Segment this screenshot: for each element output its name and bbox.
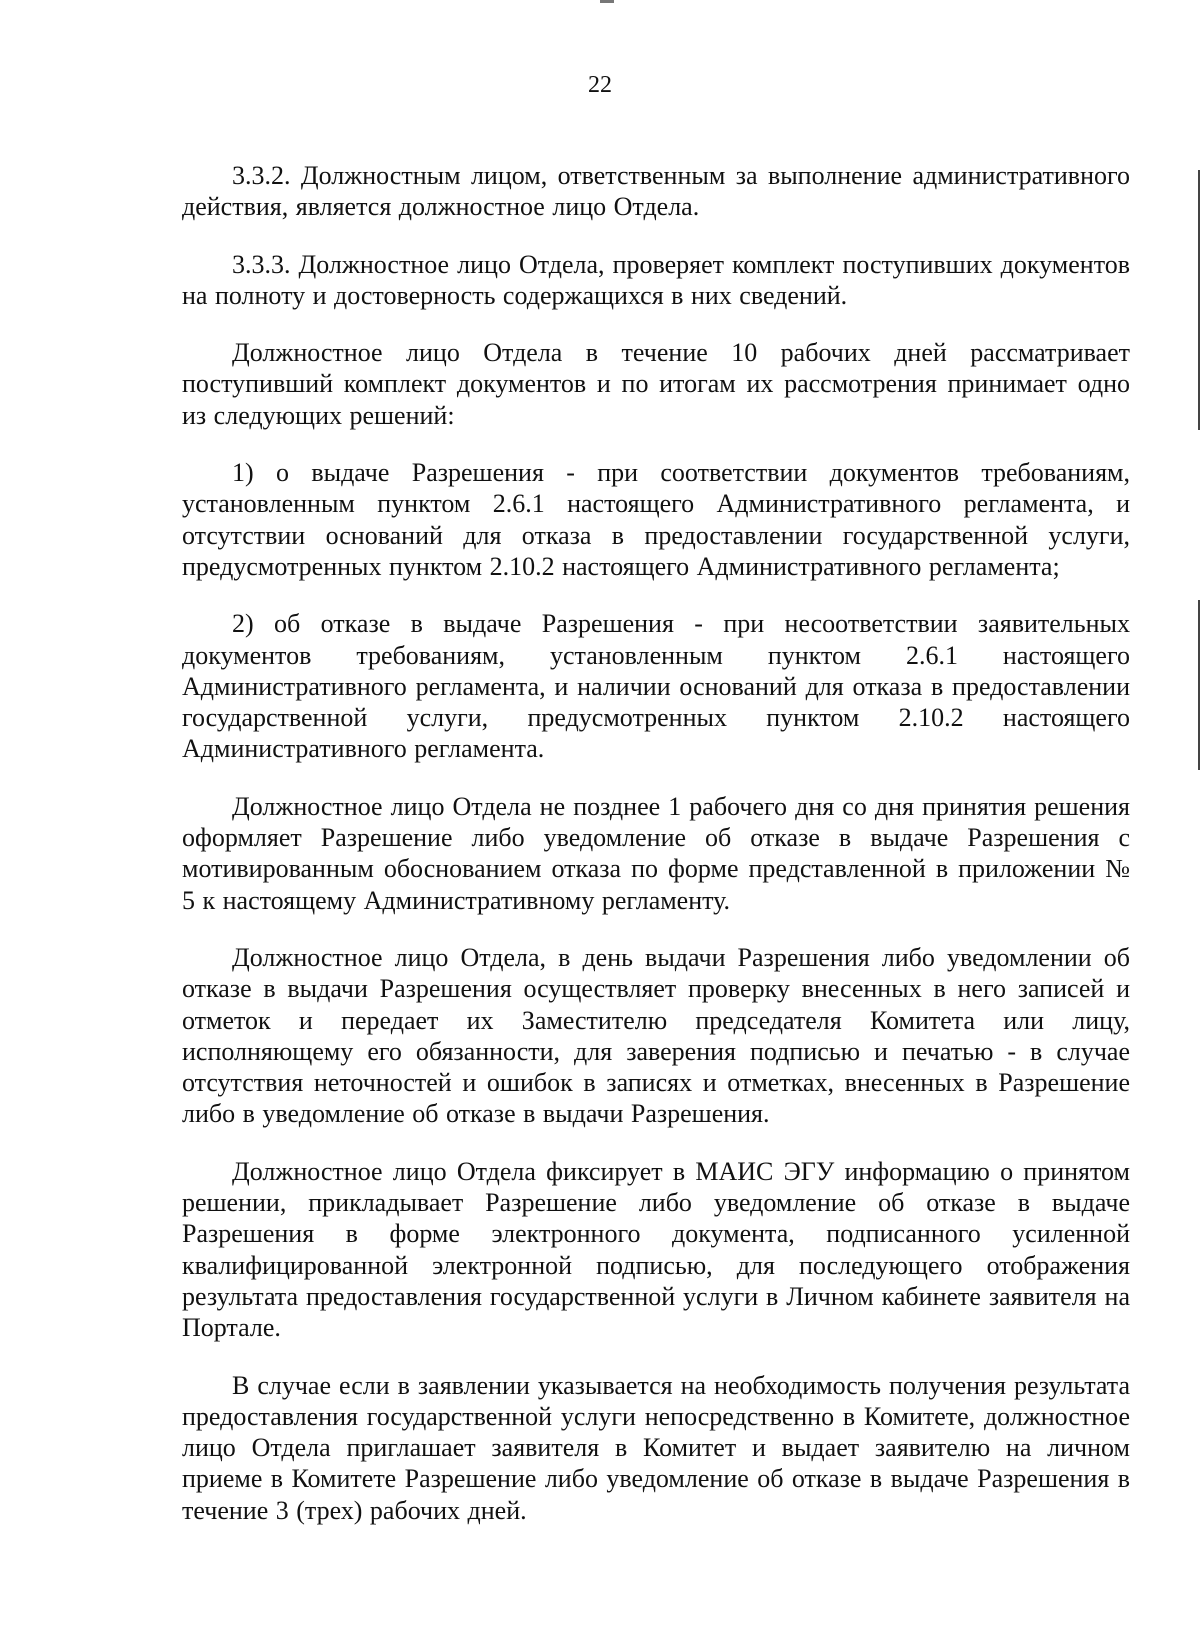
paragraph-prepare-permit: Должностное лицо Отдела не позднее 1 рабочего дня со дня принятия решения оформляет Разрешение либо уведомление об отказе в выдаче Разрешения с мотивированным обоснованием отказа по форме представленной в приложении № 5 к настоящему Административному регламенту. bbox=[182, 791, 1130, 915]
paragraph-in-person: В случае если в заявлении указывается на необходимость получения результата предоставления государственной услуги непосредственно в Комитете, должностное лицо Отдела приглашает заявителя в Комитет и выдает заявителю на личном приеме в Комитете Разрешение либо уведомление об отказе в выдаче Разрешения в течение 3 (трех) рабочих дней. bbox=[182, 1370, 1130, 1525]
page-number: 22 bbox=[588, 72, 612, 98]
paragraph-option-issue: 1) о выдаче Разрешения - при соответствии документов требованиям, установленным пунктом 2.6.1 настоящего Административного регламента, и отсутствии оснований для отказа в предоставлении государственной услуги, предусмотренных пунктом 2.10.2 настоящего Административного регламента; bbox=[182, 458, 1130, 581]
paragraph-option-refusal: 2) об отказе в выдаче Разрешения - при несоответствии заявительных документов требованиям, установленным пунктом 2.6.1 настоящего Административного регламента, и наличии оснований для отказа в предоставлении государственной услуги, предусмотренных пунктом 2.10.2 настоящего Административного регламента. bbox=[182, 609, 1130, 764]
paragraph-3-3-2: 3.3.2. Должностным лицом, ответственным за выполнение административного действия, является должностное лицо Отдела. bbox=[182, 161, 1130, 222]
paragraph-review-decision: Должностное лицо Отдела в течение 10 рабочих дней рассматривает поступивший комплект документов и по итогам их рассмотрения принимает одно из следующих решений: bbox=[182, 338, 1130, 430]
scan-artifact-top bbox=[600, 0, 614, 3]
paragraph-mais-egu: Должностное лицо Отдела фиксирует в МАИС ЭГУ информацию о принятом решении, прикладывает Разрешение либо уведомление об отказе в выдаче Разрешения в форме электронного документа, подписанного усиленной квалифицированной электронной подписью, для последующего отображения результата предоставления государственной услуги в Личном кабинете заявителя на Портале. bbox=[182, 1156, 1130, 1343]
paragraph-3-3-3: 3.3.3. Должностное лицо Отдела, проверяет комплект поступивших документов на полноту и достоверность содержащихся в них сведений. bbox=[182, 249, 1130, 310]
document-body bbox=[182, 160, 1130, 1552]
paragraph-verification: Должностное лицо Отдела, в день выдачи Разрешения либо уведомлении об отказе в выдачи Разрешения осуществляет проверку внесенных в него записей и отметок и передает их Заместителю председателя Комитета или лицу, исполняющему его обязанности, для заверения подписью и печатью - в случае отсутствия неточностей и ошибок в записях и отметках, внесенных в Разрешение либо в уведомление об отказе в выдачи Разрешения. bbox=[182, 942, 1130, 1129]
